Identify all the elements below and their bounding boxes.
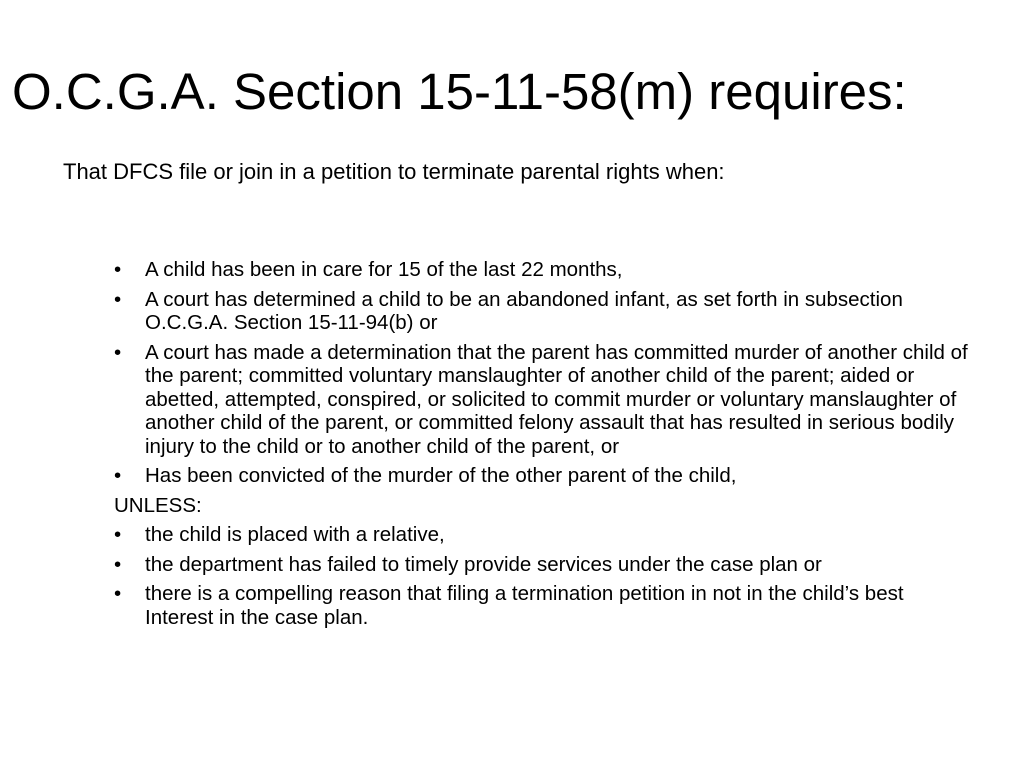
list-item-condition-4 — [114, 464, 974, 488]
exception-text: there is a compelling reason that filing a termination petition in not in the child’s best Interest in the case plan. — [145, 582, 904, 629]
bullet-icon: • — [114, 464, 122, 487]
bullet-icon: • — [114, 552, 122, 576]
requirements-list — [114, 258, 974, 635]
bullet-icon: • — [114, 523, 122, 546]
list-item-exception-1 — [114, 523, 974, 547]
list-item-exception-3 — [114, 582, 974, 629]
list-item-condition-2 — [114, 288, 974, 335]
condition-text: Has been convicted of the murder of the other parent of the child, — [145, 464, 737, 487]
condition-text: A child has been in care for 15 of the last 22 months, — [145, 258, 623, 281]
bullet-icon: • — [114, 258, 122, 281]
condition-text: A court has made a determination that the parent has committed murder of another child of the parent; committed voluntary manslaughter of another child of the parent; aided or abetted, attempted, conspired, or solicited to commit murder or voluntary manslaughter of another child of the parent, or committed felony assault that has resulted in serious bodily injury to the child or to another child of the parent, or — [145, 340, 968, 458]
bullet-icon: • — [114, 287, 122, 311]
list-item-condition-1 — [114, 258, 974, 282]
list-item-condition-3 — [114, 341, 974, 459]
list-item-exception-2 — [114, 553, 974, 577]
exception-text: the department has failed to timely provide services under the case plan or — [145, 552, 822, 576]
bullet-icon: • — [114, 582, 122, 605]
bullet-icon: • — [114, 340, 122, 364]
slide-title: O.C.G.A. Section 15-11-58(m) requires: — [12, 63, 907, 120]
intro-text: That DFCS file or join in a petition to terminate parental rights when: — [63, 159, 725, 184]
condition-text: A court has determined a child to be an abandoned infant, as set forth in subsection O.C.G.A. Section 15-11-94(b) or — [145, 287, 903, 334]
unless-label: UNLESS: — [114, 493, 202, 517]
exception-text: the child is placed with a relative, — [145, 523, 445, 546]
